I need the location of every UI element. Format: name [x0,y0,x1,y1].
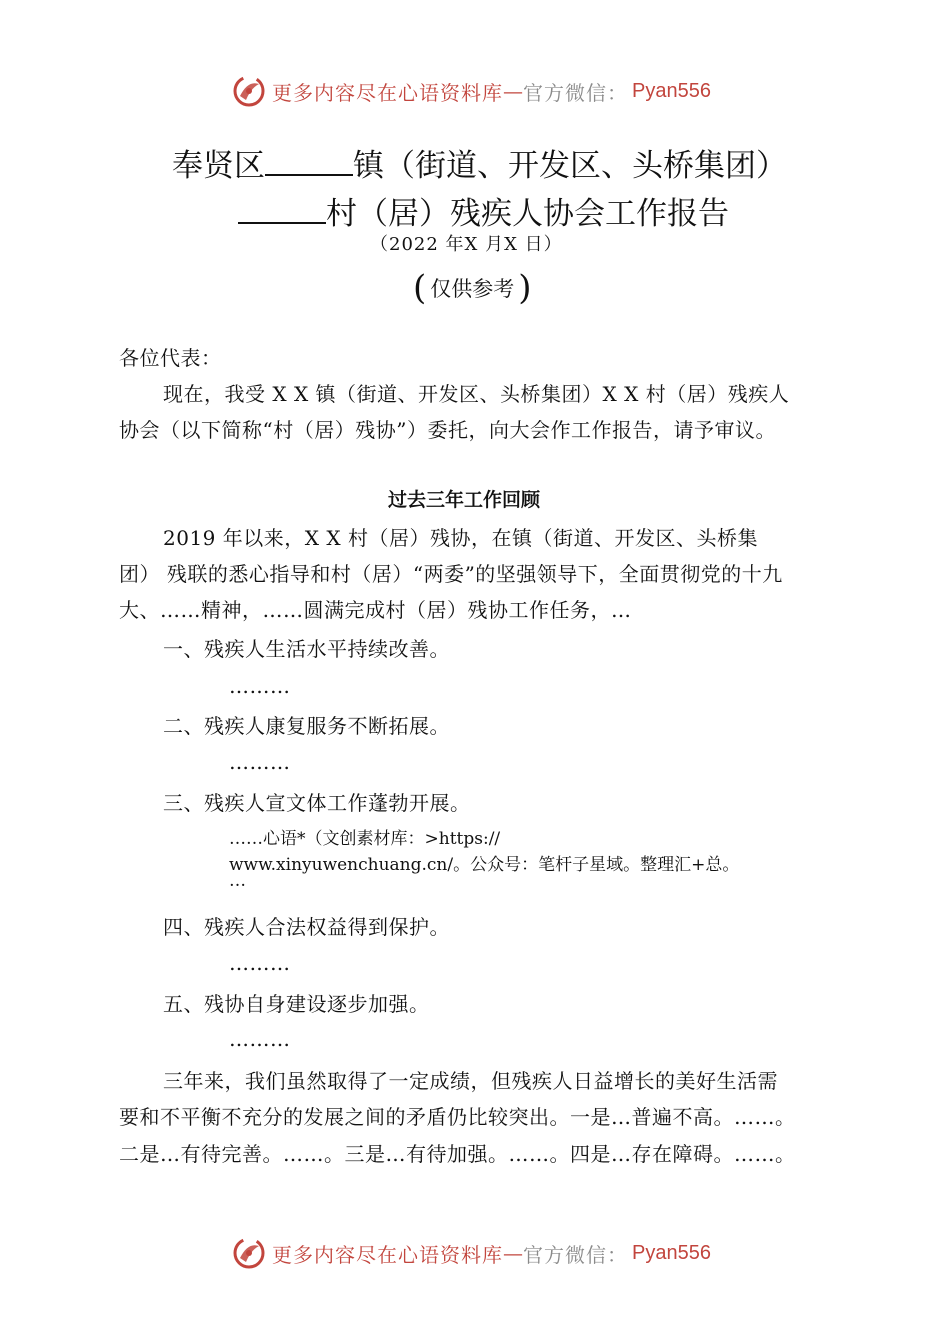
brush-seal-logo-icon [232,1236,266,1270]
review-line-3: 大、……精神，……圆满完成村（居）残协工作任务，… [119,598,632,622]
banner-sub-text: 官方微信： [523,80,628,105]
item-1: 一、残疾人生活水平持续改善。 [163,637,450,661]
title-blank-2 [238,196,326,224]
doc-title-line-2 [238,188,729,233]
item-3-note-line-2: www.xinyuwenchuang.cn/。公众号：笔杆子星域。整理汇+总。 [229,855,740,875]
summary-line-1: 三年来，我们虽然取得了一定成绩，但残疾人日益增长的美好生活需 [163,1069,778,1093]
item-2: 二、残疾人康复服务不断拓展。 [163,714,450,738]
item-2-ellipsis: ……… [229,750,291,774]
review-line-1: 2019 年以来，X X 村（居）残协，在镇（街道、开发区、头桥集 [163,526,758,550]
intro-line-2: 协会（以下简称“村（居）残协”）委托，向大会作工作报告，请予审议。 [119,418,776,442]
item-5-ellipsis: ……… [229,1027,291,1051]
item-4: 四、残疾人合法权益得到保护。 [163,915,450,939]
banner-sub-text: 官方微信： [523,1242,628,1267]
item-4-ellipsis: ……… [229,951,291,975]
item-3-note-line-1: ……心语*（文创素材库：>https:// [229,829,501,849]
banner-main-text: 更多内容尽在心语资料库 [272,1242,503,1267]
item-1-ellipsis: ……… [229,674,291,698]
banner-wechat-id: Pyan556 [632,79,711,102]
header-watermark-banner [232,74,711,108]
title-district: 奉贤区 [172,148,265,184]
banner-wechat-id: Pyan556 [632,1241,711,1264]
salutation: 各位代表： [119,346,222,370]
item-5: 五、残协自身建设逐步加强。 [163,992,430,1016]
reference-only-note [413,268,532,308]
summary-line-3: 二是…有待完善。……。三是…有待加强。……。四是…存在障碍。……。 [119,1142,796,1166]
banner-dash: — [503,79,523,103]
footer-watermark-banner [232,1236,711,1270]
item-3: 三、残疾人宣文体工作蓬勃开展。 [163,791,471,815]
intro-line-1: 现在，我受 X X 镇（街道、开发区、头桥集团）X X 村（居）残疾人 [163,382,790,406]
title-town: 镇（街道、开发区、头桥集团） [353,148,787,184]
title-blank-1 [265,148,353,176]
banner-main-text: 更多内容尽在心语资料库 [272,80,503,105]
item-3-note-line-3: … [229,871,246,891]
ref-paren-close: ) [518,268,532,308]
title-village-report: 村（居）残疾人协会工作报告 [326,196,729,232]
ref-text: 仅供参考 [430,277,515,301]
doc-date: （2022 年X 月X 日） [370,234,563,255]
section-heading: 过去三年工作回顾 [388,489,541,511]
ref-paren-open: ( [413,268,427,308]
banner-dash: — [503,1241,523,1265]
doc-title-line-1 [172,140,787,185]
review-line-2: 团） 残联的悉心指导和村（居）“两委”的坚强领导下，全面贯彻党的十九 [119,562,783,586]
summary-line-2: 要和不平衡不充分的发展之间的矛盾仍比较突出。一是…普遍不高。……。 [119,1105,796,1129]
brush-seal-logo-icon [232,74,266,108]
